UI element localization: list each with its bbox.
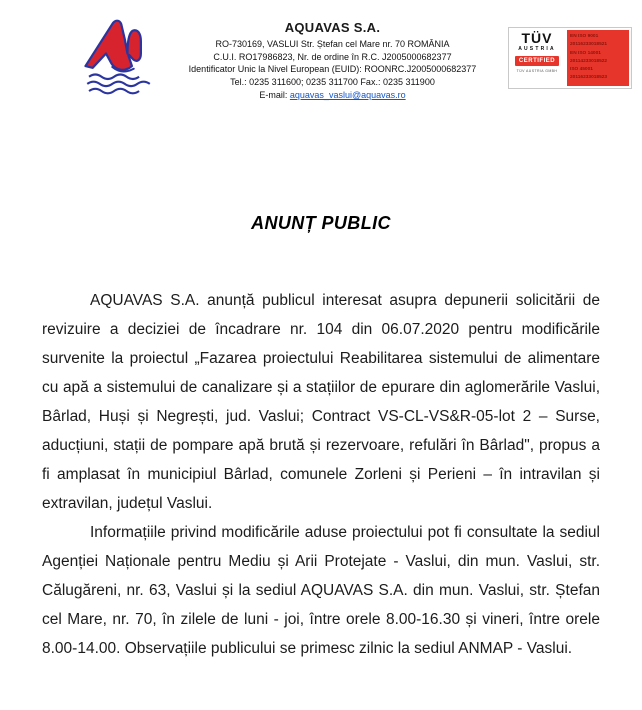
aquavas-logo-icon xyxy=(78,16,168,100)
announcement-paragraph-2: Informațiile privind modificările aduse proiectului pot fi consultate la sediul Agenției Naționale pentru Mediu și Arii Protejate - Vaslui, din mun. Vaslui, str. Călugăreni, nr. 63, Vaslui și la sediul AQUAVAS S.A. din mun. Vaslui, str. Ștefan cel Mare, nr. 70, în zilele de luni - joi, între orele 8.00-16.30 și vineri, între orele 8.00-14.00. Observațiile publicului se primesc zilnic la sediul ANMAP - Vaslui. xyxy=(42,524,600,657)
company-euid-line: Identificator Unic la Nivel European (EUID): ROONRC.J2005000682377 xyxy=(188,64,477,74)
letterhead xyxy=(0,0,642,120)
tuv-country-text: AUSTRIA xyxy=(518,46,556,52)
tuv-cert-line: EN ISO 9001 xyxy=(570,34,599,39)
announcement-body xyxy=(42,286,600,663)
tuv-logo-block xyxy=(509,28,565,88)
tuv-cert-line: 20116233018523 xyxy=(570,75,608,81)
tuv-certification-badge xyxy=(508,27,632,89)
tuv-cert-line: 20116233018521 xyxy=(570,42,608,48)
email-label: E-mail: xyxy=(259,90,288,100)
email-link[interactable]: aquavas_vaslui@aquavas.ro xyxy=(289,90,406,100)
page-title: ANUNȚ PUBLIC xyxy=(251,213,391,233)
tuv-cert-line: EN ISO 14001 xyxy=(570,50,601,56)
company-registry-line: C.U.I. RO17986823, Nr. de ordine în R.C. J2005000682377 xyxy=(213,51,452,62)
tuv-cert-line: ISO 45001 xyxy=(570,67,593,73)
company-name: AQUAVAS S.A. xyxy=(284,20,381,35)
announcement-paragraph-1: AQUAVAS S.A. anunță publicul interesat asupra depunerii solicitării de revizuire a deciziei de încadrare nr. 104 din 06.07.2020 pentru modificările survenite la proiectul „Fazarea proiectului Reabilitarea sistemului de alimentare cu apă a sistemului de canalizare și a stațiilor de epurare din aglomerările Vaslui, Bârlad, Huși și Negrești, jud. Vaslui; Contract VS-CL-VS&R-05-lot 2 – Surse, aducțiuni, stații de pompare apă brută și rezervoare, refulări în Bârlad", propus a fi amplasat în municipiul Bârlad, comunele Zorleni și Perieni – în intravilan și extravilan, județul Vaslui. xyxy=(42,292,600,512)
tuv-certified-label: CERTIFIED xyxy=(515,56,559,66)
tuv-cert-numbers-block xyxy=(567,30,629,86)
company-email-line xyxy=(175,89,490,102)
company-address-line: RO-730169, VASLUI Str. Ștefan cel Mare nr. 70 ROMÂNIA xyxy=(215,39,450,49)
company-header-block xyxy=(175,20,490,102)
tuv-issuer-text: TÜV AUSTRIA GMBH xyxy=(516,69,558,73)
tuv-brand-text: TÜV xyxy=(521,30,553,46)
tuv-cert-line: 20114233018522 xyxy=(570,58,608,64)
company-phone-line: Tel.: 0235 311600; 0235 311700 Fax.: 0235 311900 xyxy=(230,76,435,87)
